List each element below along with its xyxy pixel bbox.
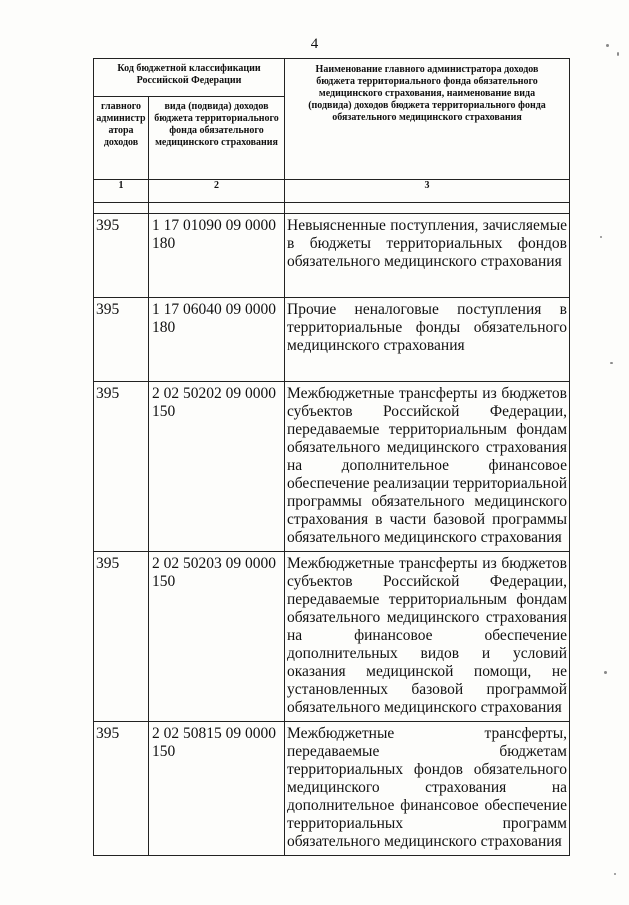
table-row: [94, 552, 570, 722]
income-code-cell: 2 02 50202 09 0000 150: [149, 382, 285, 552]
income-code-cell: 2 02 50203 09 0000 150: [149, 552, 285, 722]
scan-speck: [604, 671, 607, 674]
header-row-top: [94, 59, 570, 97]
scan-speck: [600, 236, 602, 238]
table-row: [94, 298, 570, 382]
admin-code-cell: 395: [94, 552, 149, 722]
income-code-cell: 1 17 06040 09 0000 180: [149, 298, 285, 382]
header-col3-title: Наименование главного администратора доходов бюджета территориального фонда обязательного медицинского страхования, наименование вида (подвида) доходов бюджета территориального фонда обязательного медицинского страхования: [285, 59, 570, 180]
scan-speck: [610, 362, 613, 364]
admin-code-cell: 395: [94, 214, 149, 298]
header-col1-title: главного администр атора доходов: [94, 97, 149, 180]
income-code-cell: 1 17 01090 09 0000 180: [149, 214, 285, 298]
scan-speck: [606, 44, 609, 47]
admin-code-cell: 395: [94, 722, 149, 856]
income-name-cell: Невыясненные поступления, зачисляемые в бюджеты территориальных фондов обязательного медицинского страхования: [285, 214, 570, 298]
scan-speck: [617, 52, 619, 56]
column-number: 3: [285, 180, 570, 203]
scan-speck: [614, 873, 616, 875]
page-number: 4: [310, 36, 319, 52]
budget-classification-table: [93, 58, 570, 856]
admin-code-cell: 395: [94, 298, 149, 382]
income-name-cell: Прочие неналоговые поступления в территориальные фонды обязательного медицинского страхования: [285, 298, 570, 382]
header-group-title: Код бюджетной классификации Российской Федерации: [94, 59, 285, 97]
table-row: [94, 214, 570, 298]
admin-code-cell: 395: [94, 382, 149, 552]
header-col2-title: вида (подвида) доходов бюджета территориального фонда обязательного медицинского страхования: [149, 97, 285, 180]
table-spacer: [94, 203, 570, 214]
column-number: 1: [94, 180, 149, 203]
column-number-row: [94, 180, 570, 203]
column-number: 2: [149, 180, 285, 203]
income-name-cell: Межбюджетные трансферты из бюджетов субъектов Российской Федерации, передаваемые территориальным фондам обязательного медицинского страхования на дополнительное финансовое обеспечение реализации территориальной программы обязательного медицинского страхования в части базовой программы обязательного медицинского страхования: [285, 382, 570, 552]
income-name-cell: Межбюджетные трансферты из бюджетов субъектов Российской Федерации, передаваемые территориальным фондам обязательного медицинского страхования на финансовое обеспечение дополнительных видов и условий оказания медицинской помощи, не установленных базовой программой обязательного медицинского страхования: [285, 552, 570, 722]
income-name-cell: Межбюджетные трансферты, передаваемые бюджетам территориальных фондов обязательного медицинского страхования на дополнительное финансовое обеспечение территориальных программ обязательного медицинского страхования: [285, 722, 570, 856]
table-row: [94, 722, 570, 856]
income-code-cell: 2 02 50815 09 0000 150: [149, 722, 285, 856]
table-row: [94, 382, 570, 552]
